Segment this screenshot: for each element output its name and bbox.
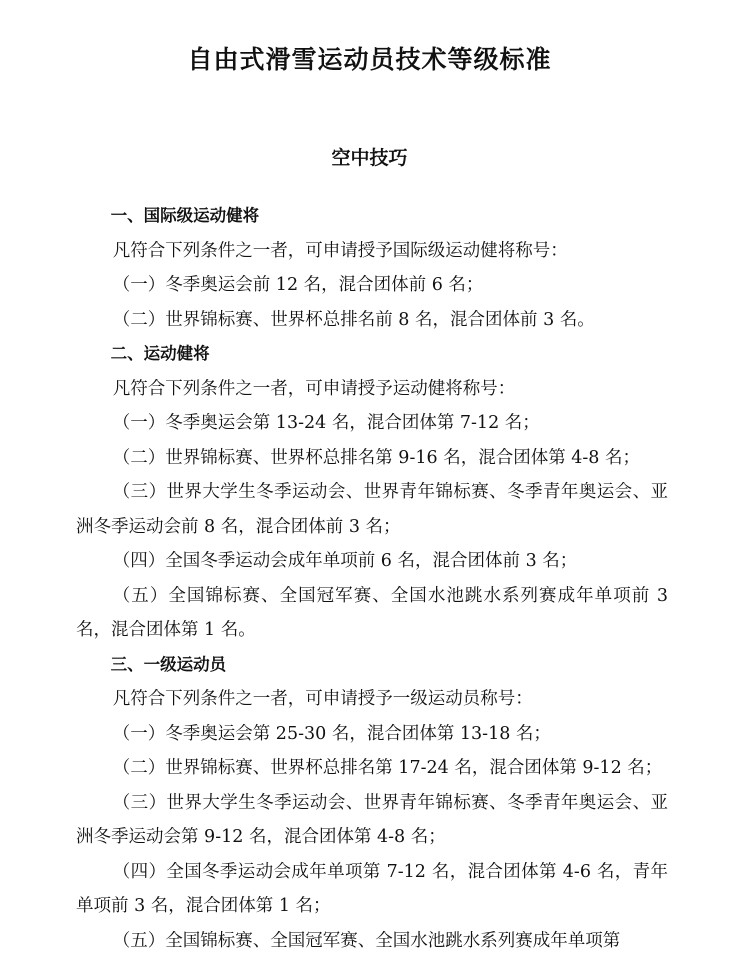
criterion-item: （二）世界锦标赛、世界杯总排名第 9-16 名，混合团体第 4-8 名； [76,441,668,476]
criterion-item: （一）冬季奥运会前 12 名，混合团体前 6 名； [76,268,668,303]
section-heading: 三、一级运动员 [76,648,668,683]
section-subtitle: 空中技巧 [0,143,739,170]
document-body [76,199,668,958]
criterion-item: （二）世界锦标赛、世界杯总排名前 8 名，混合团体前 3 名。 [76,303,668,338]
criterion-item: （四）全国冬季运动会成年单项第 7-12 名，混合团体第 4-6 名，青年单项前 3 名，混合团体第 1 名； [76,855,668,924]
document-title: 自由式滑雪运动员技术等级标准 [0,40,739,76]
criterion-item: （二）世界锦标赛、世界杯总排名第 17-24 名，混合团体第 9-12 名； [76,751,668,786]
section-heading: 一、国际级运动健将 [76,199,668,234]
criterion-item: （五）全国锦标赛、全国冠军赛、全国水池跳水系列赛成年单项前 3 名，混合团体第 1 名。 [76,579,668,648]
criterion-item: （三）世界大学生冬季运动会、世界青年锦标赛、冬季青年奥运会、亚洲冬季运动会前 8 名，混合团体前 3 名； [76,475,668,544]
section-intro: 凡符合下列条件之一者，可申请授予运动健将称号： [76,372,668,407]
criterion-item: （一）冬季奥运会第 13-24 名，混合团体第 7-12 名； [76,406,668,441]
section-intro: 凡符合下列条件之一者，可申请授予国际级运动健将称号： [76,234,668,269]
criterion-item: （三）世界大学生冬季运动会、世界青年锦标赛、冬季青年奥运会、亚洲冬季运动会第 9-12 名，混合团体第 4-8 名； [76,786,668,855]
criterion-item: （四）全国冬季运动会成年单项前 6 名，混合团体前 3 名； [76,544,668,579]
section-intro: 凡符合下列条件之一者，可申请授予一级运动员称号： [76,682,668,717]
criterion-item: （一）冬季奥运会第 25-30 名，混合团体第 13-18 名； [76,717,668,752]
section-heading: 二、运动健将 [76,337,668,372]
criterion-item: （五）全国锦标赛、全国冠军赛、全国水池跳水系列赛成年单项第 [76,924,668,958]
